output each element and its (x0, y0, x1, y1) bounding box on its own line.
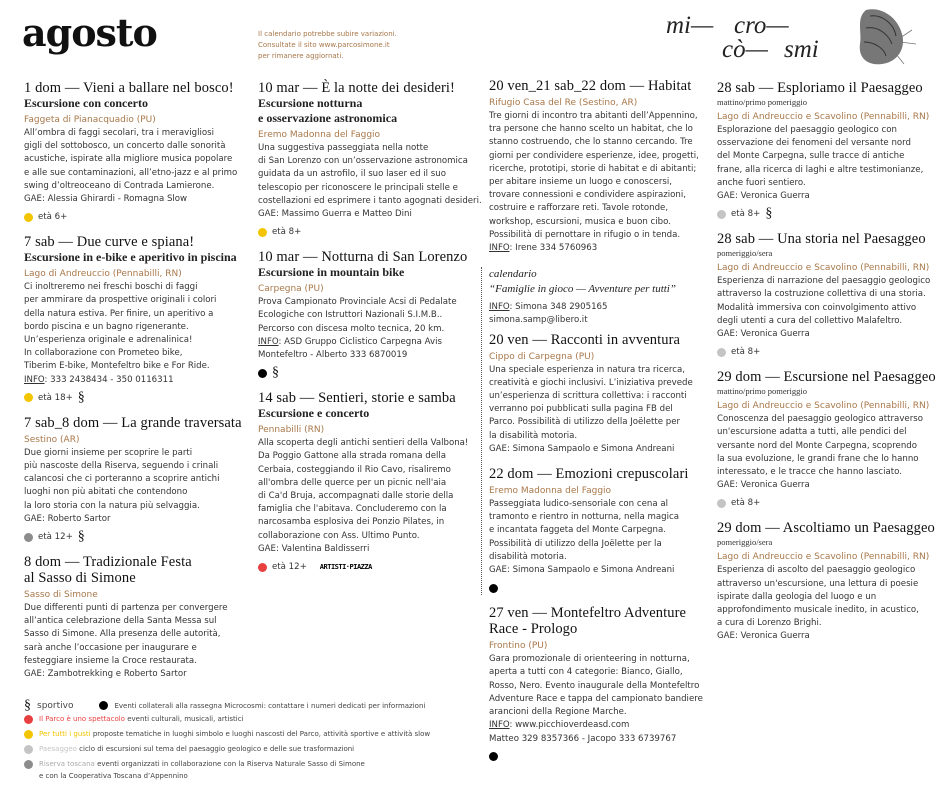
sportivo-icon: § (77, 529, 85, 545)
info-label: INFO (489, 243, 510, 254)
info-label: INFO (24, 374, 45, 385)
event-description: Due giorni insieme per scoprire le parti più nascoste della Riserva, seguendo i crinali calancosi che ci porteranno a scoprire antichi luoghi non più abitati che contendono la loro storia con la natura più selvaggia. GAE: Roberto Sartor (24, 447, 220, 524)
info-label: INFO (258, 336, 279, 347)
event-badge (258, 366, 483, 380)
butterfly-icon (852, 4, 920, 70)
legend-text (39, 758, 365, 782)
event (24, 415, 249, 544)
yellow-dot-icon (24, 213, 33, 222)
sportivo-icon: § (272, 365, 279, 381)
event-title: 29 dom — Escursione nel Paesaggeo (717, 369, 936, 386)
event-title: 1 dom — Vieni a ballare nel bosco! (24, 80, 234, 96)
event-place: Rifugio Casa del Re (Sestino, AR) (489, 98, 638, 108)
event-place: Lago di Andreuccio e Scavolino (Pennabilli, RN) (717, 401, 930, 412)
info-text: : www.picchioverdeasd.com Matteo 329 8357366 - Jacopo 333 6739767 (489, 720, 677, 744)
logo-text: cò— (722, 36, 768, 63)
age-label: età 12+ (38, 532, 73, 543)
event-place: Lago di Andreuccio e Scavolino (Pennabilli, RN) (717, 112, 930, 122)
yellow-dot-icon (24, 393, 33, 402)
event-title: 10 mar — Notturna di San Lorenzo (258, 249, 468, 266)
event-description: Due differenti punti di partenza per convergere all’antica celebrazione della Santa Messa sul Sasso di Simone. Alla presenza delle autorità, sarà anche l’occasione per inaugurare e festeggiare insieme la Croce restaurata. GAE: Zambotrekking e Roberto Sartor (24, 603, 228, 680)
event-badge (717, 496, 937, 510)
legend-label: sportivo (37, 700, 74, 711)
column-2 (258, 80, 483, 584)
event-place: Sestino (AR) (24, 434, 80, 445)
red-dot-icon (258, 563, 267, 572)
event-description: Prova Campionato Provinciale Acsi di Pedalate Ecologiche con Istruttori Nazionali S.I.M.B.. Percorso con discesa molto tecnica, 20 km. (258, 297, 457, 334)
event (24, 554, 249, 681)
page-title: agosto (22, 10, 157, 55)
age-label: età 6+ (38, 212, 68, 223)
event (489, 466, 704, 595)
event-place: Frontino (PU) (489, 641, 548, 652)
event-subtitle: Escursione con concerto (24, 96, 148, 110)
event-place: Lago di Andreuccio e Scavolino (Pennabilli, RN) (717, 552, 930, 563)
event-title: 20 ven_21 sab_22 dom — Habitat (489, 78, 692, 94)
event-place: Pennabilli (RN) (258, 425, 325, 436)
event-place: Faggeta di Pianacquadio (PU) (24, 115, 156, 125)
info-text: : Irene 334 5760963 (509, 243, 598, 254)
event-title: 28 sab — Una storia nel Paesaggeo (717, 231, 926, 248)
event-title: 7 sab_8 dom — La grande traversata (24, 414, 242, 431)
event-description: Tre giorni di incontro tra abitanti dell’Appennino, tra persone che hanno scelto un habitat, che lo stanno costruendo, che lo stanno cercando. Tre giorni per condividere esperienze, idee, progetti, ricerche, prototipi, storie di habitat e di abitanti; per abitare insieme un luogo e conoscersi, trovare connessioni e condividere aspirazioni, costruire e rafforzare reti. Tavole rotonde, workshop, escursioni, musica e buon cibo. Possibilità di pernottare in rifugio o in tenda. (489, 111, 699, 240)
info-text: : Simona 348 2905165 simona.samp@libero.it (489, 302, 608, 326)
age-label: età 8+ (731, 209, 761, 220)
legend-label: Eventi collaterali alla rassegna Microcosmi: contattare i numeri dedicati per informazioni (114, 701, 426, 710)
black-dot-icon (99, 701, 108, 710)
event-subtitle: Escursione notturna e osservazione astronomica (258, 96, 398, 125)
event-info (489, 242, 704, 255)
microcosmi-logo (664, 8, 934, 68)
event-title: 20 ven — Racconti in avventura (489, 331, 681, 348)
black-dot-icon (489, 584, 498, 593)
event-subtitle: Escursione in e-bike e aperitivo in piscina (24, 250, 237, 265)
event (717, 80, 937, 221)
event-description: Esplorazione del paesaggio geologico con osservazione dei fenomeni del versante nord del Monte Carpegna, sulle tracce di antiche frane, alla ricerca di laghi e altre testimonianze, anche fuori sentiero. GAE: Veronica Guerra (717, 125, 924, 202)
light_gray-dot-icon (717, 499, 726, 508)
sportivo-icon: § (765, 206, 773, 222)
event (717, 520, 937, 643)
legend-name: Il Parco è uno spettacolo (39, 715, 125, 723)
legend-row (24, 743, 430, 758)
event-description: Alla scoperta degli antichi sentieri della Valbona! Da Poggio Gattone alla strada romana della Cerbaia, costeggiando il Rio Cavo, risaliremo all'ombra delle querce per un picnic nell'aia di Ca'd Bruja, accompagnati dalle storie della famiglia che l'abitava. Concluderemo con la narcosamba esplosiva dei Ponzio Pilates, in collaborazione con Ass. Ultimo Punto. GAE: Valentina Baldisserri (258, 438, 469, 554)
event (717, 231, 937, 359)
event (489, 605, 704, 763)
gray-dot-icon (24, 760, 33, 769)
event-place: Carpegna (PU) (258, 284, 324, 295)
event-description: Esperienza di ascolto del paesaggio geologico attraverso un'escursione, una lettura di poesie ispirate dalla geologia del luogo e un approfondimento musicale inedito, in acustico, a cura di Lorenzo Brighi. GAE: Veronica Guerra (717, 565, 919, 642)
legend-name: Riserva toscana (39, 760, 95, 768)
info-text: : ASD Gruppo Ciclistico Carpegna Avis Montefeltro - Alberto 333 6870019 (258, 336, 442, 361)
legend-label: proposte tematiche in luoghi simbolo e luoghi nascosti del Parco, attività sportive e attività slow (90, 730, 431, 738)
legend-row (24, 698, 430, 713)
event-place: Cippo di Carpegna (PU) (489, 351, 595, 362)
event-time: mattino/primo pomeriggio (717, 97, 807, 107)
event-description: Passeggiata ludico-sensoriale con cena al tramonto e rientro in notturna, nella magica e incantata faggeta del Monte Carpegna. Possibilità di utilizzo della Joëlette per la disabilità motoria. GAE: Simona Sampaolo e Simona Andreani (489, 499, 679, 576)
event-badge (258, 225, 483, 239)
sportivo-icon: § (77, 389, 85, 405)
calendario-name: “Famiglie in gioco — Avventure per tutti” (489, 283, 676, 296)
legend-label: eventi organizzati in collaborazione con la Riserva Naturale Sasso di Simone e con la Cooperativa Toscana d’Appennino (39, 760, 365, 780)
legend-text (39, 743, 354, 755)
black-dot-icon (489, 752, 498, 761)
event (24, 234, 249, 405)
age-label: età 8+ (272, 227, 302, 238)
event-title: 7 sab — Due curve e spiana! (24, 234, 195, 251)
event-badge (489, 581, 704, 595)
age-label: età 8+ (731, 498, 761, 509)
event-place: Lago di Andreuccio (Pennabilli, RN) (24, 269, 182, 280)
age-label: età 12+ (272, 562, 307, 573)
event-subtitle: Escursione in mountain bike (258, 265, 405, 280)
event-description: Gara promozionale di orienteering in notturna, aperta a tutti con 4 categorie: Bianco, Giallo, Rosso, Nero. Evento inaugurale della Montefeltro Adventure Race e tappa del campionato bandiere arancioni della Regione Marche. (489, 654, 703, 718)
event-description: Ci inoltreremo nei freschi boschi di faggi per ammirare da prospettive originali i colori della natura estiva. Per finire, un aperitivo a bordo piscina e un bagno rigenerante. Un’esperienza originale e adrenalinica! In collaborazione con Prometeo bike, Tiberim E-bike, Montefeltro bike e For Ride. (24, 282, 217, 372)
yellow-dot-icon (24, 730, 33, 739)
event-badge (24, 530, 249, 544)
legend-text (39, 713, 244, 725)
calendario-famiglie (481, 267, 704, 595)
legend-name: Per tutti i gusti (39, 730, 91, 738)
event-title: 10 mar — È la notte dei desideri! (258, 80, 455, 96)
event-place: Sasso di Simone (24, 590, 98, 601)
event-badge (258, 560, 483, 574)
legend-row (24, 758, 430, 782)
event-place: Eremo Madonna del Faggio (489, 486, 612, 497)
event-title: 29 dom — Ascoltiamo un Paesaggeo (717, 520, 935, 537)
event-subtitle: Escursione e concerto (258, 406, 370, 421)
event-time: pomeriggio/sera (717, 248, 773, 259)
legend-label: eventi culturali, musicali, artistici (124, 715, 244, 723)
event (489, 78, 704, 255)
calendario-label: calendario (489, 268, 537, 281)
event-title: 8 dom — Tradizionale Festa al Sasso di Simone (24, 554, 192, 587)
sportivo-icon: § (24, 697, 31, 713)
age-label: età 8+ (731, 347, 761, 358)
event-description: Una speciale esperienza in natura tra ricerca, creatività e giochi inclusivi. L’iniziativa prevede un’esperienza di scrittura collettiva: i racconti verranno poi pubblicati sulla pagina FB del Parco. Possibilità di utilizzo della Joëlette per la disabilità motoria. GAE: Simona Sampaolo e Simona Andreani (489, 364, 693, 454)
light_gray-dot-icon (717, 348, 726, 357)
age-label: età 18+ (38, 392, 73, 403)
black-dot-icon (258, 369, 267, 378)
event-description: Conoscenza del paesaggio geologico attraverso un'escursione adatta a tutti, alle pendici del versante nord del Monte Carpegna, scoprendo la sua evoluzione, le grandi frane che lo hanno interessato, e le tracce che hanno lasciato. GAE: Veronica Guerra (717, 414, 923, 491)
logo-text: smi (784, 36, 819, 63)
red-dot-icon (24, 715, 33, 724)
light_gray-dot-icon (24, 745, 33, 754)
column-1 (24, 80, 249, 691)
legend-row (24, 713, 430, 728)
event-place: Eremo Madonna del Faggio (258, 130, 381, 140)
yellow-dot-icon (258, 228, 267, 237)
event-title: 27 ven — Montefeltro Adventure Race - Prologo (489, 605, 687, 638)
info-text: : 333 2438434 - 350 0116311 (44, 374, 174, 385)
event-description: All’ombra di faggi secolari, tra i meravigliosi gigli del sottobosco, un concerto dalle sonorità acustiche, ispirate alla migliore musica popolare e alle sue contaminazioni, all’etno-jazz e al primo swing d’oltreoceano di Contrada Lamierone. GAE: Alessia Ghirardi - Romagna Slow (24, 128, 238, 205)
logo-text: cro— (734, 12, 789, 39)
event-badge (24, 210, 249, 224)
light_gray-dot-icon (717, 210, 726, 219)
event (258, 249, 483, 380)
event (258, 390, 483, 574)
legend-text (39, 728, 430, 740)
event-place: Lago di Andreuccio e Scavolino (Pennabilli, RN) (717, 263, 930, 274)
event-info (258, 336, 483, 362)
event (489, 332, 704, 456)
event-title: 28 sab — Esploriamo il Paesaggeo (717, 80, 923, 96)
event-title: 14 sab — Sentieri, storie e samba (258, 390, 456, 407)
event-description: Esperienza di narrazione del paesaggio geologico attraverso la costruzione collettiva di una storia. Modalità immersiva con coinvolgimento attivo degli utenti a cura del collettivo Malafeltro. GAE: Veronica Guerra (717, 276, 931, 340)
notice-text: Il calendario potrebbe subire variazioni. Consultate il sito www.parcosimone.it per rimanere aggiornati. (258, 30, 397, 60)
legend (24, 698, 430, 782)
calendario-info (489, 301, 704, 327)
event-badge (717, 207, 937, 221)
legend-row (24, 728, 430, 743)
event-badge (24, 391, 249, 405)
event-time: pomeriggio/sera (717, 537, 773, 548)
legend-label: ciclo di escursioni sul tema del paesaggio geologico e delle sue trasformazioni (76, 745, 355, 753)
logo-text: mi— (666, 12, 714, 39)
event (24, 80, 249, 224)
gray-dot-icon (24, 533, 33, 542)
event-description: Una suggestiva passeggiata nella notte di San Lorenzo con un’osservazione astronomica guidata da un astrofilo, il suo laser ed il suo telescopio per riconoscere le principali stelle e costellazioni ed esprimere i tanto agognati desideri. GAE: Massimo Guerra e Matteo Dini (258, 143, 482, 220)
column-4 (717, 80, 937, 654)
event (258, 80, 483, 239)
column-3 (489, 78, 704, 774)
info-label: INFO (489, 720, 510, 731)
event-info (489, 719, 704, 745)
event-badge (489, 750, 704, 764)
legend-name: Paesaggeo (39, 745, 77, 753)
event (717, 369, 937, 510)
event-time: mattino/primo pomeriggio (717, 386, 807, 397)
event-title: 22 dom — Emozioni crepuscolari (489, 466, 689, 483)
event-info (24, 374, 249, 387)
event-badge (717, 345, 937, 359)
artisti-in-piazza-logo: ARTISTI·PIAZZA (319, 563, 372, 572)
info-label: INFO (489, 302, 510, 313)
